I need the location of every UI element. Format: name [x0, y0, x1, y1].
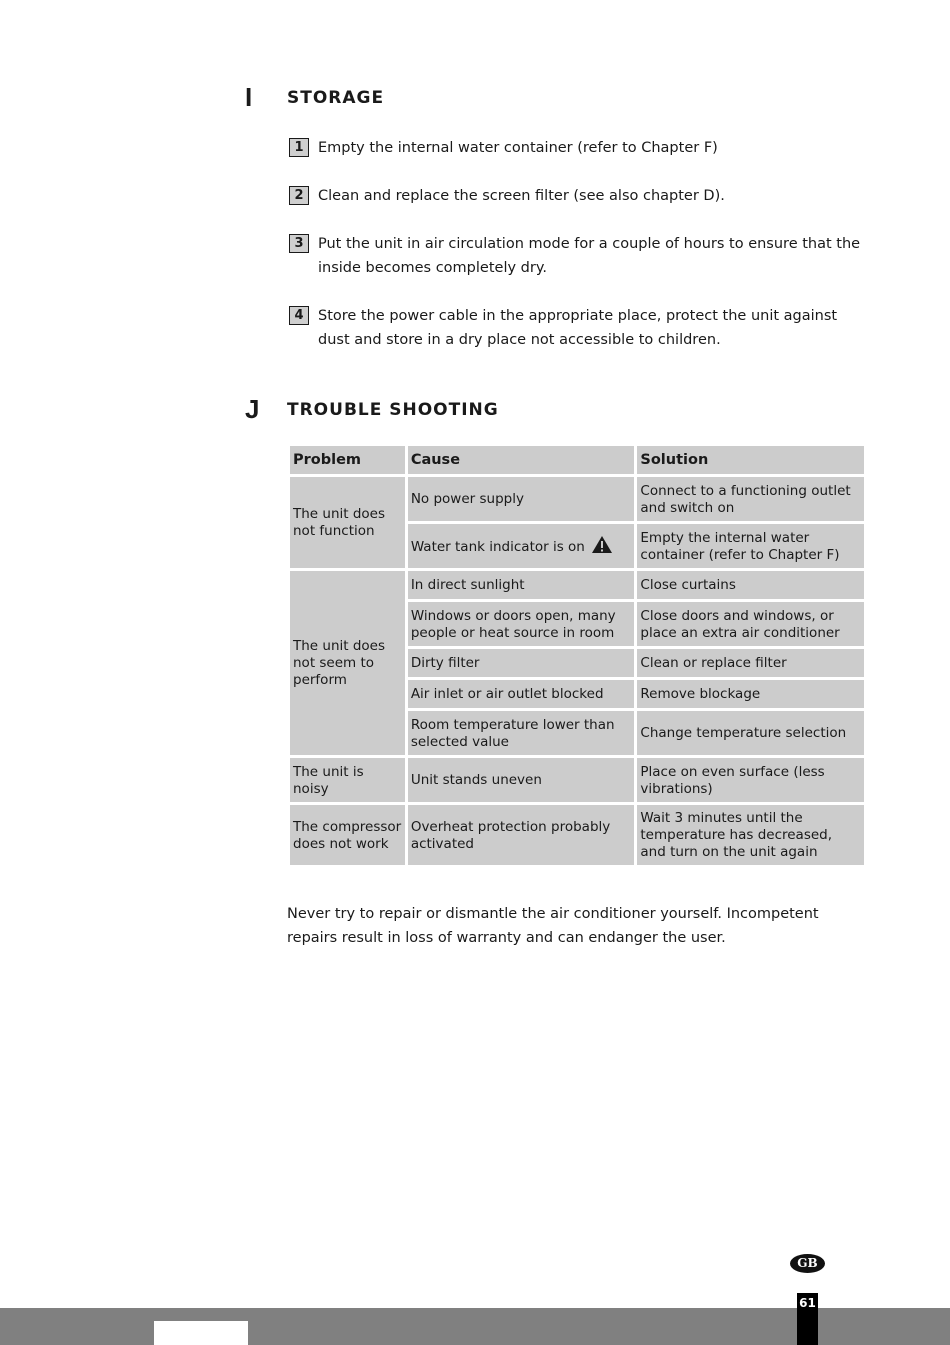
cause-cell: Air inlet or air outlet blocked [408, 680, 635, 708]
table-row [290, 477, 864, 521]
language-badge: GB [790, 1254, 825, 1273]
footer-white-block [154, 1321, 248, 1345]
storage-step [289, 232, 869, 280]
problem-cell: The unit does not function [290, 477, 405, 568]
section-title-troubleshooting: TROUBLE SHOOTING [287, 400, 499, 420]
warning-note: Never try to repair or dismantle the air conditioner yourself. Incompetent repairs result in loss of warranty and can endanger the user. [287, 906, 819, 946]
solution-cell: Close curtains [637, 571, 864, 599]
solution-cell: Close doors and windows, or place an extra air conditioner [637, 602, 864, 646]
page-number-tab [797, 1293, 818, 1345]
header-cause: Cause [408, 446, 635, 474]
step-text: Clean and replace the screen filter (see also chapter D). [318, 188, 725, 204]
cause-text: Water tank indicator is on [410, 538, 585, 555]
solution-cell: Connect to a functioning outlet and switch on [637, 477, 864, 521]
solution-cell: Empty the internal water container (refer to Chapter F) [637, 524, 864, 568]
table-header-row [290, 446, 864, 474]
step-text: Store the power cable in the appropriate place, protect the unit against dust and store in a dry place not accessible to children. [318, 308, 838, 348]
cause-cell [408, 524, 635, 568]
problem-cell: The unit is noisy [290, 758, 405, 802]
step-number: 2 [289, 186, 309, 205]
problem-cell: The compressor does not work [290, 805, 405, 865]
step-text: Empty the internal water container (refer to Chapter F) [318, 140, 718, 156]
header-solution: Solution [637, 446, 864, 474]
storage-step [289, 136, 869, 160]
cause-cell: Dirty filter [408, 649, 635, 677]
header-problem: Problem [290, 446, 405, 474]
step-number: 1 [289, 138, 309, 157]
cause-cell: Room temperature lower than selected value [408, 711, 635, 755]
storage-step [289, 304, 869, 352]
section-letter-storage: I [245, 82, 253, 112]
step-number: 4 [289, 306, 309, 325]
table-row [290, 805, 864, 865]
table-row [290, 758, 864, 802]
solution-cell: Clean or replace filter [637, 649, 864, 677]
cause-cell: Unit stands uneven [408, 758, 635, 802]
troubleshooting-table [287, 443, 867, 868]
warning-triangle-icon [591, 535, 613, 559]
solution-cell: Place on even surface (less vibrations) [637, 758, 864, 802]
cause-cell: No power supply [408, 477, 635, 521]
table-row [290, 571, 864, 599]
cause-cell: In direct sunlight [408, 571, 635, 599]
cause-cell: Overheat protection probably activated [408, 805, 635, 865]
section-letter-troubleshooting: J [245, 394, 260, 424]
solution-cell: Wait 3 minutes until the temperature has decreased, and turn on the unit again [637, 805, 864, 865]
solution-cell: Remove blockage [637, 680, 864, 708]
solution-cell: Change temperature selection [637, 711, 864, 755]
step-number: 3 [289, 234, 309, 253]
cause-cell: Windows or doors open, many people or heat source in room [408, 602, 635, 646]
storage-step [289, 184, 869, 208]
step-text: Put the unit in air circulation mode for a couple of hours to ensure that the inside becomes completely dry. [318, 236, 861, 276]
section-title-storage: STORAGE [287, 88, 385, 108]
problem-cell: The unit does not seem to perform [290, 571, 405, 755]
page-number: 61 [799, 1296, 816, 1310]
